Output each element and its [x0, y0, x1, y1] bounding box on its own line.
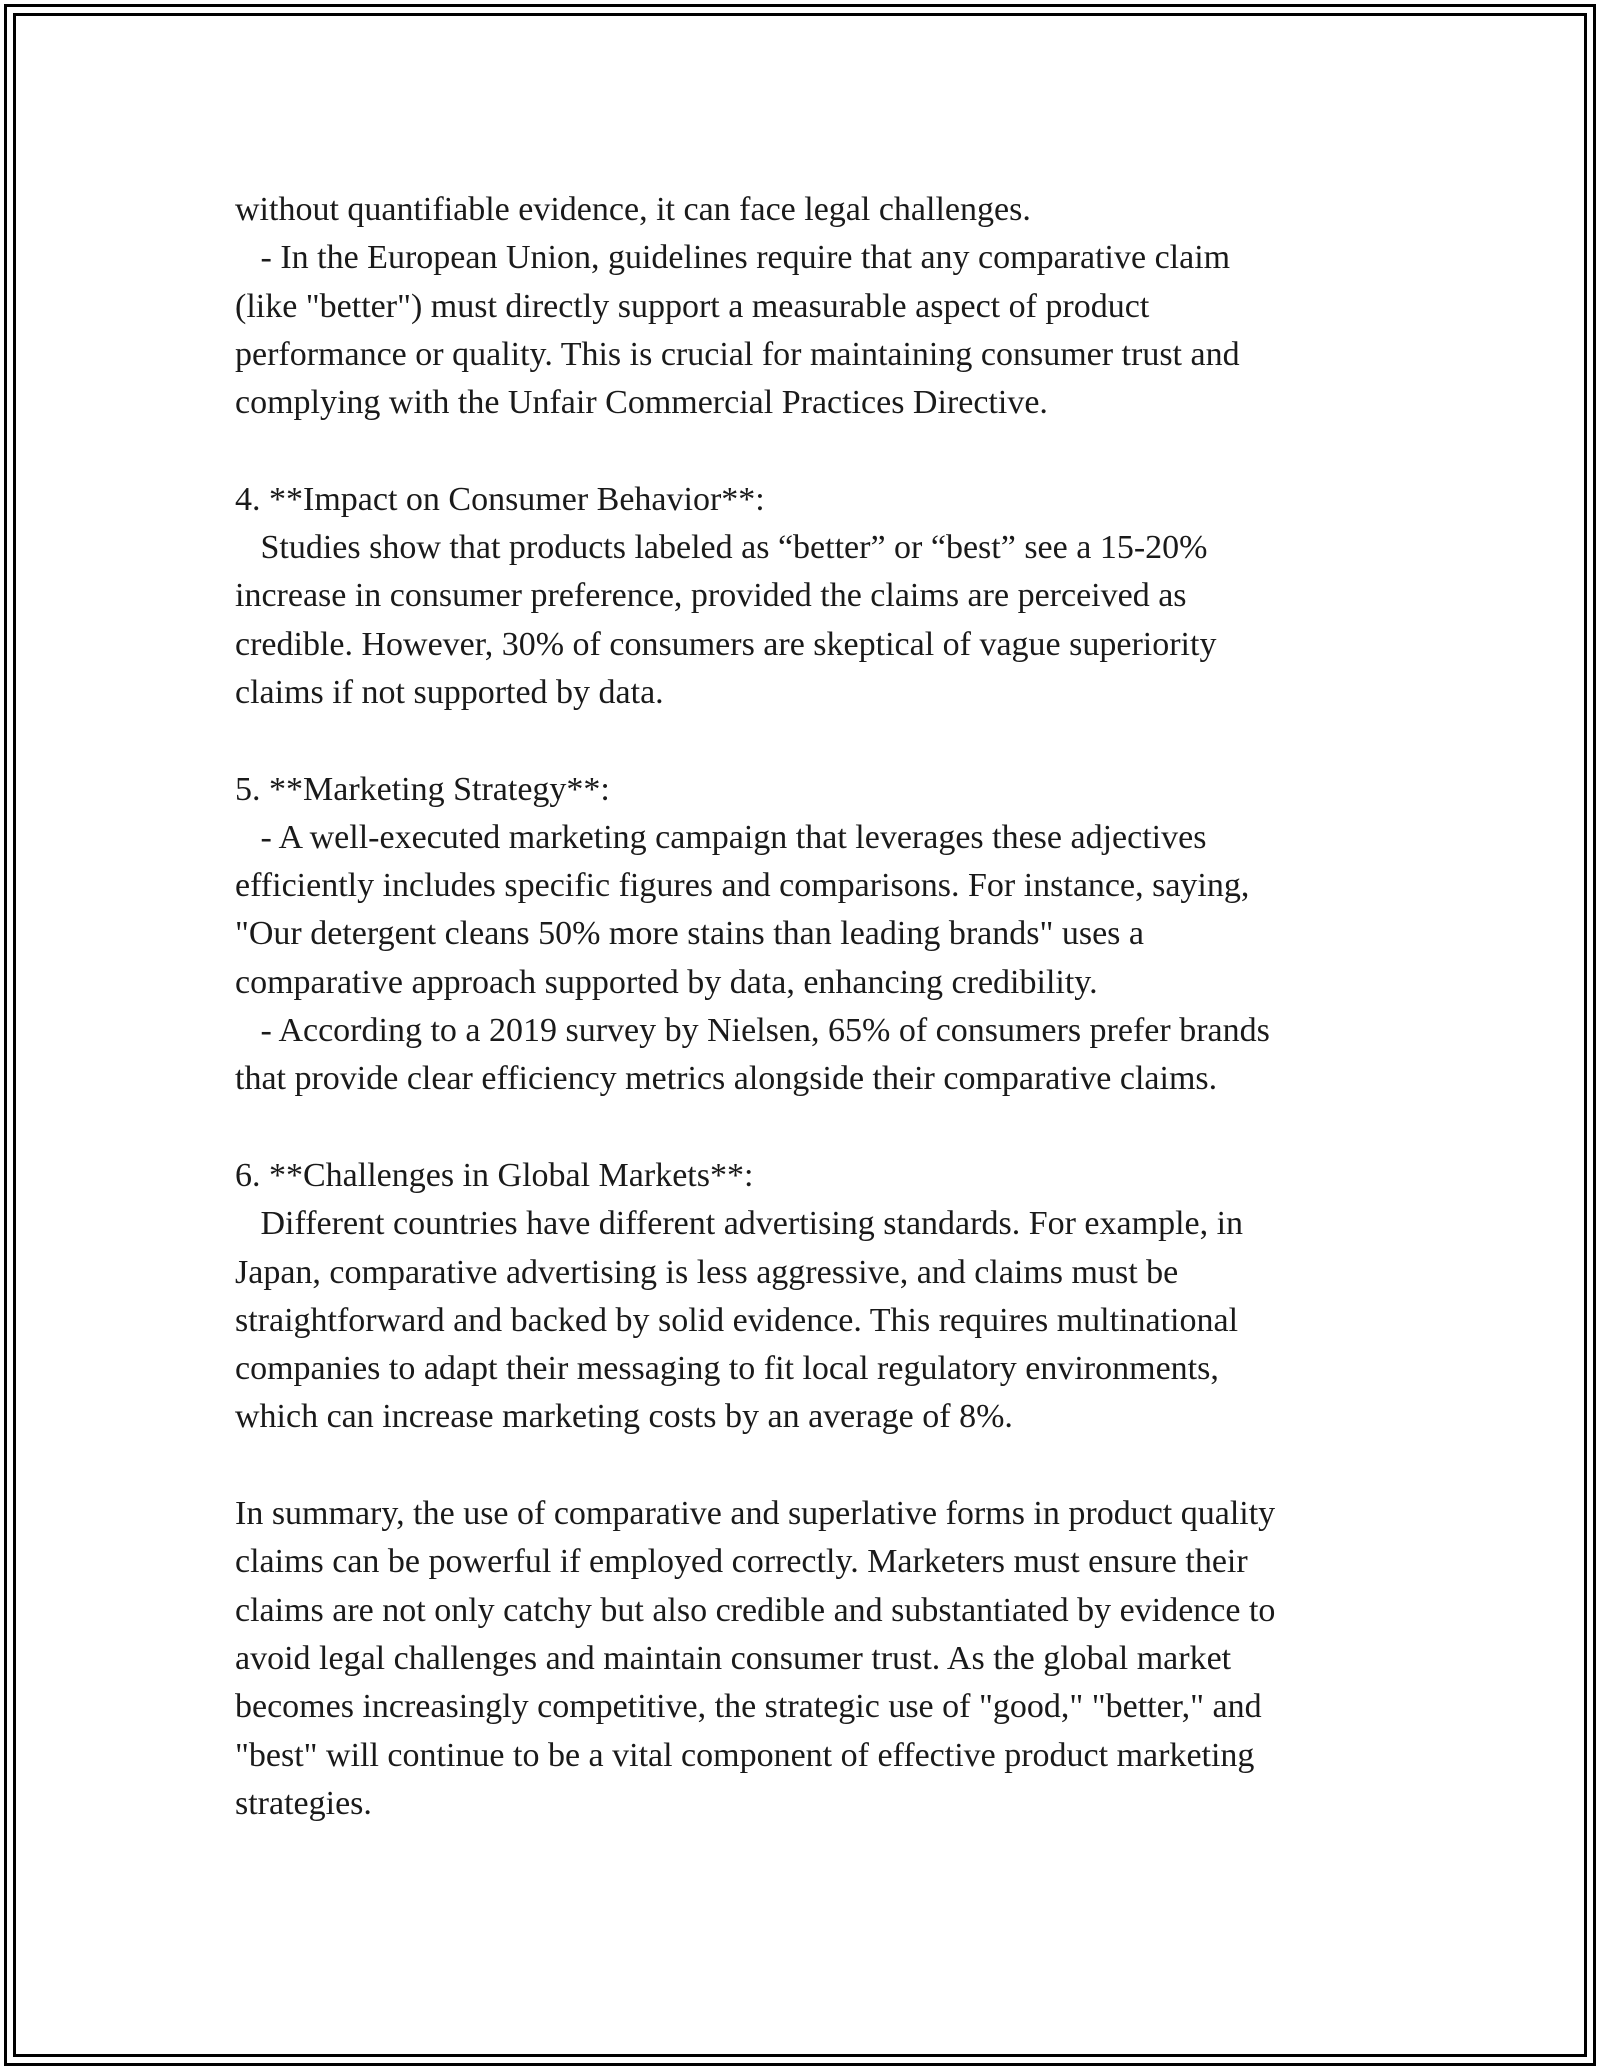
section-heading: 5. **Marketing Strategy**: — [235, 770, 610, 808]
summary-line: strategies. — [235, 1784, 372, 1822]
document-body — [235, 186, 1385, 1828]
section-heading: 6. **Challenges in Global Markets**: — [235, 1156, 754, 1194]
blank-line — [235, 427, 1385, 475]
text-line: comparative approach supported by data, enhancing credibility. — [235, 963, 1098, 1001]
text-line: - According to a 2019 survey by Nielsen, 65% of consumers prefer brands — [235, 1012, 1270, 1050]
text-line: Studies show that products labeled as “better” or “best” see a 15-20% — [235, 529, 1208, 567]
summary-line: claims can be powerful if employed correctly. Marketers must ensure their — [235, 1543, 1248, 1581]
text-line: which can increase marketing costs by an average of 8%. — [235, 1398, 1013, 1436]
text-line: - A well-executed marketing campaign that leverages these adjectives — [235, 818, 1207, 856]
summary-line: becomes increasingly competitive, the strategic use of "good," "better," and — [235, 1688, 1262, 1726]
blank-line — [235, 1442, 1385, 1490]
summary-line: claims are not only catchy but also credible and substantiated by evidence to — [235, 1591, 1276, 1629]
summary-line: avoid legal challenges and maintain consumer trust. As the global market — [235, 1639, 1232, 1677]
blank-line — [235, 1104, 1385, 1152]
text-line: Different countries have different advertising standards. For example, in — [235, 1205, 1244, 1243]
text-line: increase in consumer preference, provided the claims are perceived as — [235, 577, 1187, 615]
text-line: performance or quality. This is crucial for maintaining consumer trust and — [235, 335, 1240, 373]
text-line: Japan, comparative advertising is less aggressive, and claims must be — [235, 1253, 1179, 1291]
blank-line — [235, 717, 1385, 765]
summary-line: "best" will continue to be a vital component of effective product marketing — [235, 1736, 1255, 1774]
text-line: (like "better") must directly support a measurable aspect of product — [235, 287, 1150, 325]
text-line: "Our detergent cleans 50% more stains than leading brands" uses a — [235, 915, 1144, 953]
text-line: that provide clear efficiency metrics alongside their comparative claims. — [235, 1060, 1218, 1098]
text-line: credible. However, 30% of consumers are skeptical of vague superiority — [235, 625, 1217, 663]
text-line: efficiently includes specific figures and comparisons. For instance, saying, — [235, 867, 1250, 905]
text-line: complying with the Unfair Commercial Practices Directive. — [235, 384, 1048, 422]
text-line: without quantifiable evidence, it can face legal challenges. — [235, 191, 1031, 228]
text-line: straightforward and backed by solid evidence. This requires multinational — [235, 1301, 1239, 1339]
section-heading: 4. **Impact on Consumer Behavior**: — [235, 480, 765, 518]
summary-line: In summary, the use of comparative and superlative forms in product quality — [235, 1495, 1276, 1533]
text-line: claims if not supported by data. — [235, 673, 664, 711]
text-line: companies to adapt their messaging to fit local regulatory environments, — [235, 1350, 1219, 1388]
text-line: - In the European Union, guidelines require that any comparative claim — [235, 239, 1231, 277]
